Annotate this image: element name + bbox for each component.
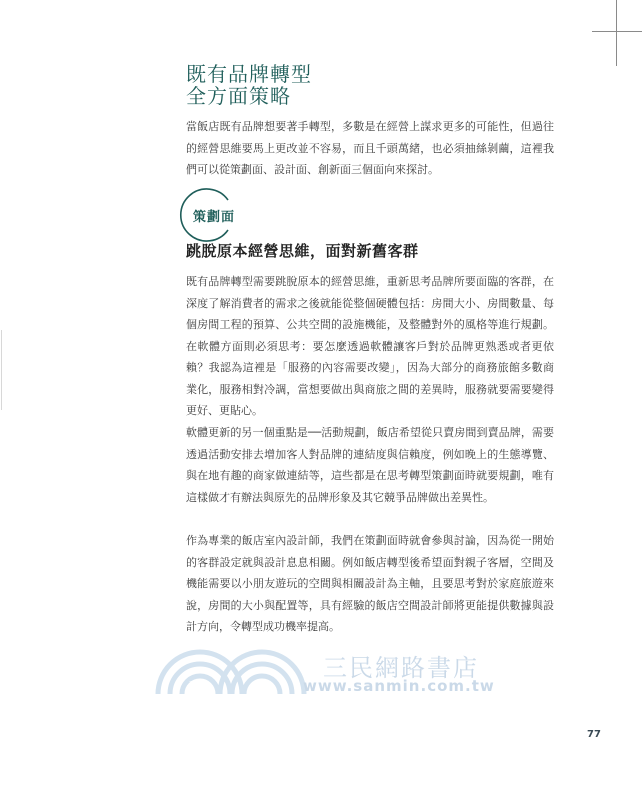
crop-mark-vertical [616,0,617,66]
intro-paragraph: 當飯店既有品牌想要著手轉型，多數是在經營上謀求更多的可能性，但過往的經營思維要馬上更改並不容易，而且千頭萬緒，也必須抽絲剝繭，這裡我們可以從策劃面、設計面、創新面三個面向來探討。 [186,120,554,176]
watermark-arcs-icon [150,636,310,696]
page-spine-line [1,330,2,410]
watermark-san: 三 [188,679,201,693]
watermark-name: 三民網路書店 [323,654,479,682]
section-heading: 跳脫原本經營思維，面對新舊客群 [186,242,419,260]
body-paragraph: 作為專業的飯店室內設計師，我們在策劃面時就會參與討論，因為從一開始的客群設定就與設計息息相關。例如飯店轉型後希望面對親子客層，空間及機能需要以小朋友遊玩的空間與相關設計為主軸，且要思考對於家庭旅遊來說，房間的大小與配置等，具有經驗的飯店空間設計師將更能提供數據與設計方向，令轉型成功機率提高。 [186,534,554,633]
title-line-2: 全方面策略 [186,84,291,108]
body-paragraph: 軟體更新的另一個重點是──活動規劃，飯店希望從只賣房間到賣品牌，需要透過活動安排去增加客人對品牌的連結度與信賴度，例如晚上的生態導覽、與在地有趣的商家做連結等，這些都是在思考轉型策劃面時就要規劃，唯有這樣做才有辦法與原先的品牌形象及其它競爭品牌做出差異性。 [186,426,554,504]
section-badge [172,186,242,244]
watermark-url: www.sanmin.com.tw [303,677,495,695]
section-badge-label: 策劃面 [193,210,236,225]
title-line-1: 既有品牌轉型 [186,62,312,86]
page-title [186,63,312,107]
body-paragraph: 既有品牌轉型需要跳脫原本的經營思維，重新思考品牌所要面臨的客群，在深度了解消費者的需求之後就能從整個硬體包括：房間大小、房間數量、每個房間工程的預算、公共空間的設施機能，及整體對外的風格等進行規劃。在軟體方面則必須思考：要怎麼透過軟體讓客戶對於品牌更熟悉或者更依賴？我認為這裡是「服務的內容需要改變」，因為大部分的商務旅館多數商業化，服務相對冷調，當想要做出與商旅之間的差異時，服務就要需要變得更好、更貼心。 [186,275,554,417]
watermark-min: 民 [258,679,271,693]
crop-mark-horizontal [592,31,642,32]
page-number: 77 [587,729,601,740]
